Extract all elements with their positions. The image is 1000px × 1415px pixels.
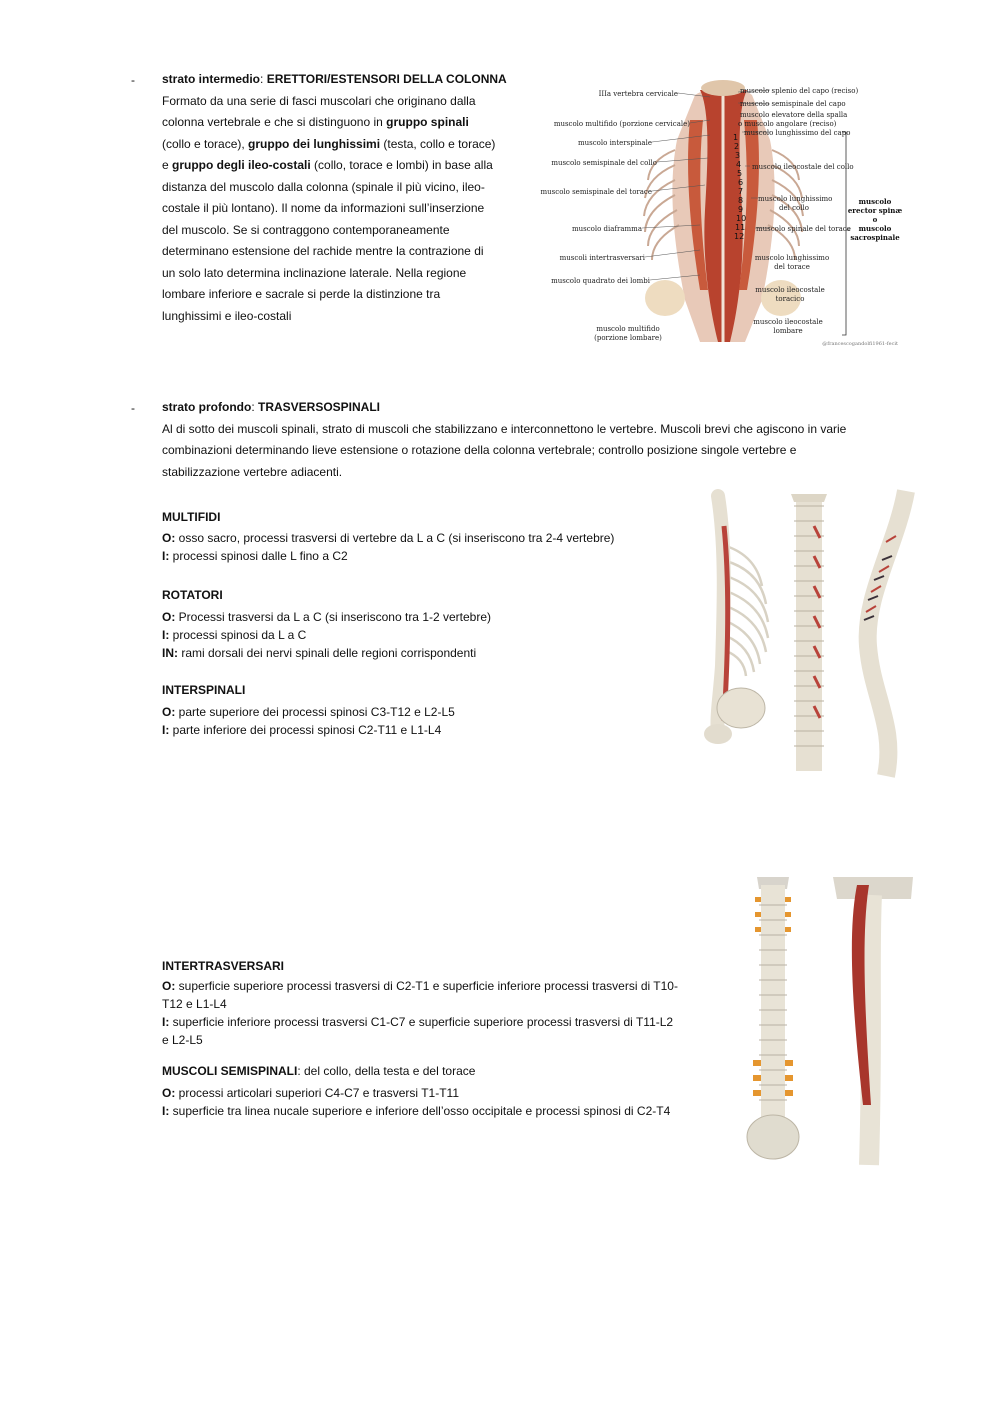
paragraph-line: determinano estensione del rachide mentre la contrazione di bbox=[162, 244, 484, 258]
origin-line: O: parte superiore dei processi spinosi C3-T12 e L2-L5 bbox=[162, 705, 455, 719]
rotatori-heading: ROTATORI bbox=[162, 588, 223, 602]
figure-label: muscolo ileocostale bbox=[753, 318, 823, 326]
group-label bbox=[848, 197, 902, 242]
transversospinal-illustration bbox=[696, 486, 924, 782]
paragraph-line: distanza del muscolo dalla colonna (spinale il più vicino, ileo- bbox=[162, 179, 485, 194]
anterior-spine-drawing bbox=[747, 877, 799, 1159]
svg-text:10: 10 bbox=[736, 214, 747, 223]
svg-text:erector spinæ: erector spinæ bbox=[847, 206, 902, 215]
figure-label: muscolo ileocostale del collo bbox=[752, 163, 854, 171]
figure-label: muscolo multifido bbox=[596, 325, 660, 333]
svg-text:4: 4 bbox=[736, 160, 742, 169]
section-title: strato profondo: TRASVERSOSPINALI bbox=[162, 400, 381, 414]
lateral-spine-drawing bbox=[704, 496, 768, 744]
multifidi-block bbox=[162, 529, 682, 565]
svg-text:sacrospinale: sacrospinale bbox=[850, 233, 900, 242]
figure-label: muscoli intertrasversari bbox=[559, 254, 645, 262]
intertrasversari-heading: INTERTRASVERSARI bbox=[162, 959, 285, 973]
figure-label: o muscolo angolare (reciso) bbox=[738, 120, 837, 128]
section-title: strato intermedio: ERETTORI/ESTENSORI DELLA COLONNA bbox=[162, 72, 507, 86]
insertion-line: I: processi spinosi dalle L fino a C2 bbox=[162, 549, 348, 563]
paragraph-line: Formato da una serie di fasci muscolari che originano dalla bbox=[162, 93, 476, 108]
rotatori-block bbox=[162, 608, 682, 662]
intertransversari-illustration bbox=[737, 875, 915, 1170]
figure-label: del torace bbox=[774, 263, 810, 271]
insertion-line: I: superficie tra linea nucale superiore e inferiore dell’osso occipitale e processi spinosi di C2-T4 bbox=[162, 1104, 671, 1118]
lateral-spine-longissimus-drawing bbox=[833, 877, 913, 1165]
figure-label: muscolo ileocostale bbox=[755, 286, 825, 294]
insertion-line: I: superficie inferiore processi trasversi C1-C7 e superficie superiore processi trasversi di T11-L2 bbox=[162, 1015, 674, 1029]
figure-label: toracico bbox=[775, 295, 805, 303]
figure-label: muscolo semispinale del collo bbox=[551, 159, 657, 167]
svg-text:9: 9 bbox=[738, 205, 744, 214]
figure-label: muscolo elevatore della spalla bbox=[740, 111, 848, 119]
paragraph-line: (collo e torace), gruppo dei lunghissimi (testa, collo e torace) bbox=[162, 136, 496, 151]
svg-text:o: o bbox=[872, 215, 878, 224]
figure-label: muscolo multifido (porzione cervicale) bbox=[553, 120, 690, 128]
svg-text:8: 8 bbox=[738, 196, 744, 205]
figure-label: muscolo interspinale bbox=[578, 139, 652, 147]
paragraph-line: colonna vertebrale e che si distinguono in gruppo spinali bbox=[162, 115, 469, 129]
svg-text:1: 1 bbox=[733, 133, 739, 142]
paragraph-line: costale il più lontano). Il nome da informazioni sull’inserzione bbox=[162, 201, 485, 215]
section-intermediate-text bbox=[162, 69, 532, 327]
bullet-dash: - bbox=[131, 73, 135, 87]
origin-line: O: Processi trasversi da L a C (si inseriscono tra 1-2 vertebre) bbox=[162, 610, 492, 624]
posterior-spine-drawing bbox=[791, 494, 827, 771]
figure-label: del collo bbox=[779, 204, 809, 212]
paragraph-line: lunghissimi e ileo-costali bbox=[162, 308, 292, 323]
interspinali-heading: INTERSPINALI bbox=[162, 683, 246, 697]
multifidi-heading: MULTIFIDI bbox=[162, 510, 221, 524]
svg-text:11: 11 bbox=[735, 223, 746, 232]
transversospinal-figure bbox=[696, 486, 924, 782]
figure-label: lombare bbox=[773, 327, 803, 335]
intertrasversari-block bbox=[162, 977, 732, 1049]
figure-label: muscolo quadrato dei lombi bbox=[551, 277, 650, 285]
interspinali-block bbox=[162, 703, 682, 739]
curved-spine-drawing bbox=[864, 491, 906, 776]
figure-label: muscolo lunghissimo bbox=[758, 195, 833, 203]
figure-label: muscolo lunghissimo del capo bbox=[744, 129, 851, 137]
origin-line-cont: T12 e L1-L4 bbox=[162, 997, 227, 1011]
paragraph-line: stabilizzazione vertebre adiacenti. bbox=[162, 464, 343, 479]
svg-text:6: 6 bbox=[738, 178, 744, 187]
figure-label: muscolo splenio del capo (reciso) bbox=[740, 87, 859, 95]
svg-text:5: 5 bbox=[737, 169, 743, 178]
svg-text:12: 12 bbox=[734, 232, 745, 241]
figure-label: muscolo diaframma bbox=[571, 225, 642, 233]
figure-label: (porzione lombare) bbox=[594, 334, 662, 342]
svg-text:muscolo: muscolo bbox=[858, 224, 892, 233]
svg-text:muscolo: muscolo bbox=[858, 197, 892, 206]
paragraph-line: e gruppo degli ileo-costali (collo, torace e lombi) in base alla bbox=[162, 158, 493, 172]
erector-spinae-figure bbox=[540, 80, 902, 350]
insertion-line: I: processi spinosi da L a C bbox=[162, 628, 307, 642]
origin-line: O: osso sacro, processi trasversi di vertebre da L a C (si inseriscono tra 2-4 vertebre) bbox=[162, 531, 615, 545]
erector-spinae-illustration bbox=[540, 80, 902, 350]
paragraph-line: Al di sotto dei muscoli spinali, strato di muscoli che stabilizzano e interconnettono le vertebre. Muscoli brevi che agiscono in varie bbox=[162, 421, 847, 436]
figure-label: muscolo spinale del torace bbox=[756, 225, 851, 233]
origin-line: O: superficie superiore processi trasversi di C2-T1 e superficie inferiore processi trasversi di T10- bbox=[162, 979, 678, 993]
insertion-line-cont: e L2-L5 bbox=[162, 1033, 203, 1047]
figure-label: IIIa vertebra cervicale bbox=[598, 90, 678, 98]
semispinali-heading: MUSCOLI SEMISPINALI: del collo, della testa e del torace bbox=[162, 1064, 476, 1078]
paragraph-line: lombare inferiore e sacrale si perde la distinzione tra bbox=[162, 287, 441, 301]
paragraph-line: combinazioni determinando lieve estensione o rotazione della colonna vertebrale; controllo posizione singole vertebre e bbox=[162, 443, 797, 457]
figure-label: muscolo semispinale del torace bbox=[540, 188, 652, 196]
intertransversari-figure bbox=[737, 875, 915, 1170]
section-deep-text bbox=[162, 397, 922, 483]
semispinali-block bbox=[162, 1084, 742, 1120]
insertion-line: I: parte inferiore dei processi spinosi C2-T11 e L1-L4 bbox=[162, 723, 442, 737]
svg-text:2: 2 bbox=[734, 142, 740, 151]
figure-label: muscolo semispinale del capo bbox=[740, 100, 846, 108]
figure-credit: @francescogandolfi1961-fecit bbox=[822, 341, 898, 347]
innervation-line: IN: rami dorsali dei nervi spinali delle regioni corrispondenti bbox=[162, 646, 477, 660]
bullet-dash: - bbox=[131, 401, 135, 415]
svg-text:3: 3 bbox=[735, 151, 741, 160]
svg-text:7: 7 bbox=[738, 187, 744, 196]
figure-label: muscolo lunghissimo bbox=[754, 254, 830, 262]
origin-line: O: processi articolari superiori C4-C7 e trasversi T1-T11 bbox=[162, 1086, 459, 1100]
paragraph-line: del muscolo. Se si contraggono contemporaneamente bbox=[162, 222, 450, 237]
paragraph-line: un solo lato determina inclinazione laterale. Nella regione bbox=[162, 265, 467, 280]
